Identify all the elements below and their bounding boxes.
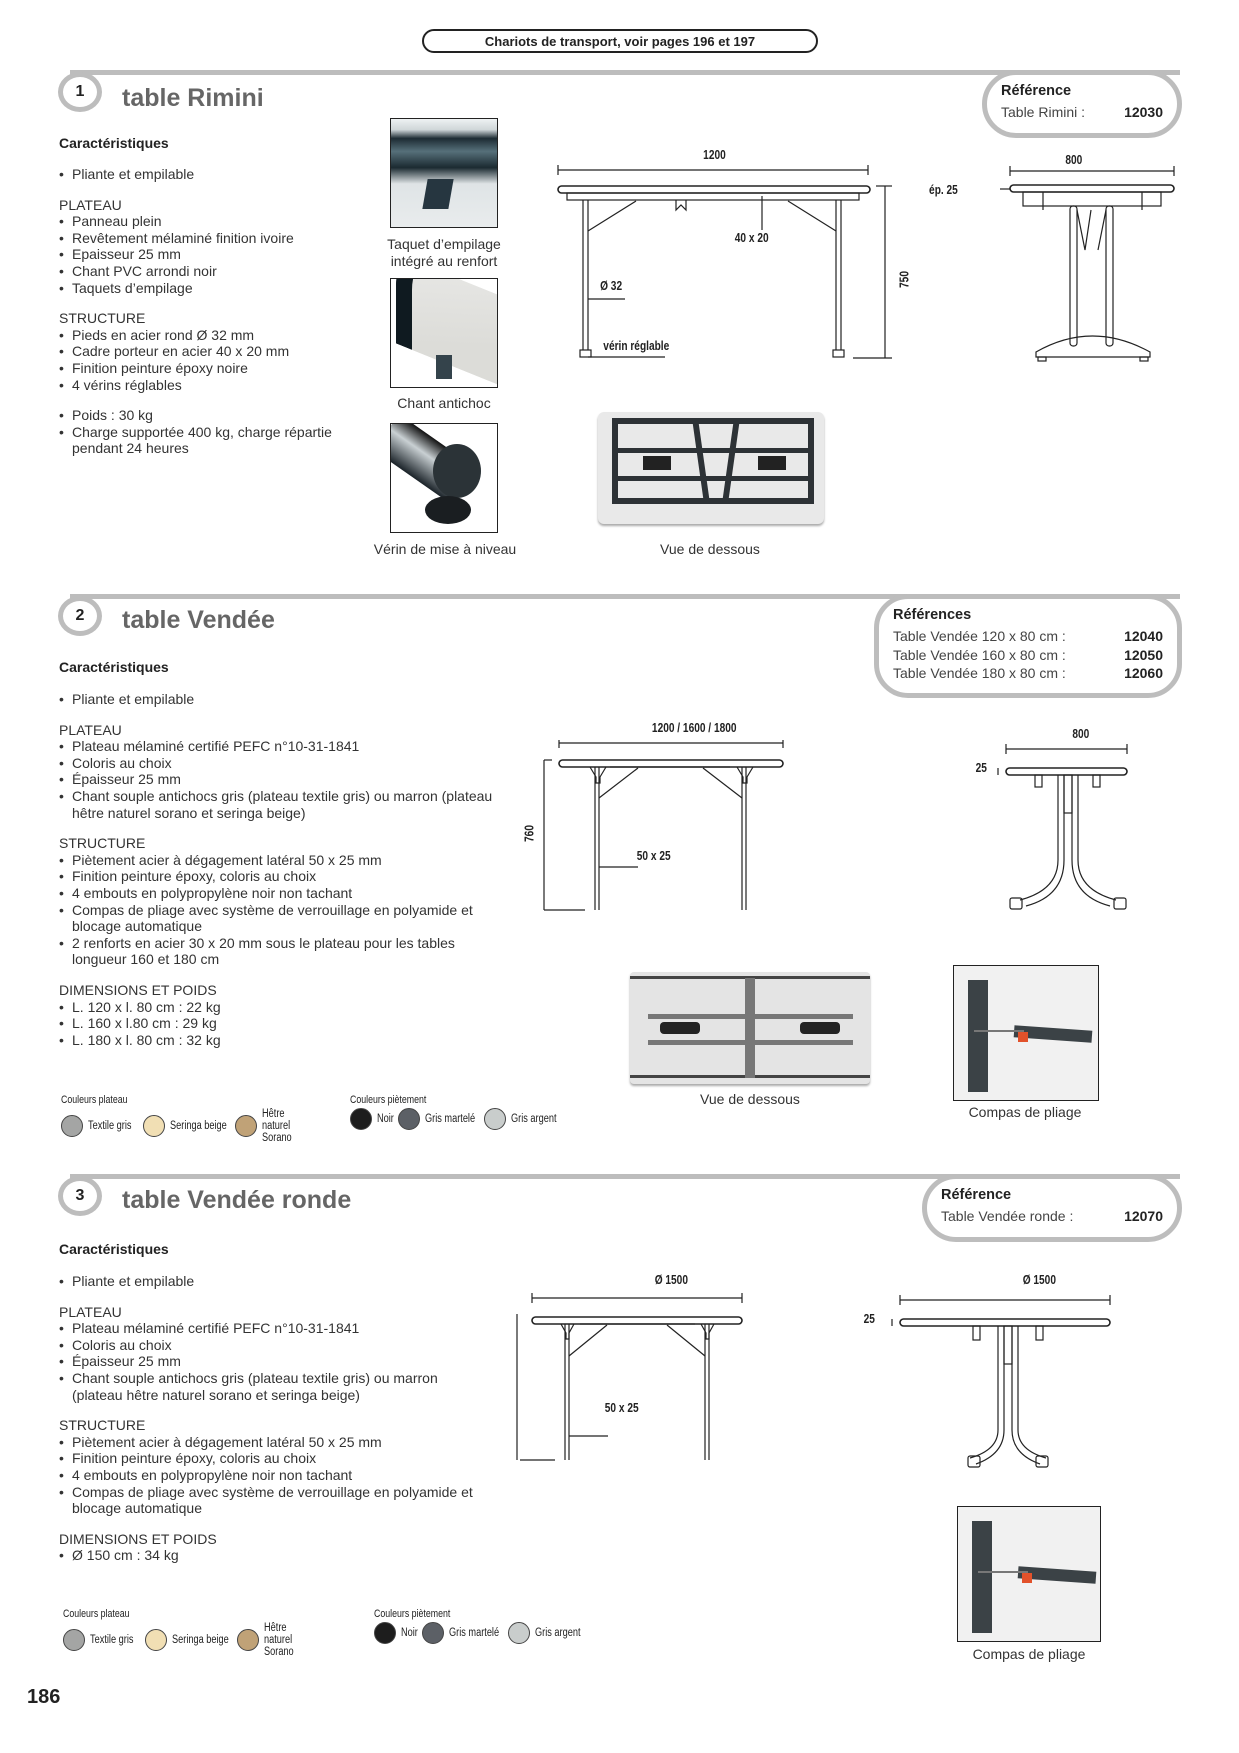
- spec-group-plateau: [59, 197, 349, 297]
- color-swatch-seringa-beige[interactable]: [145, 1629, 167, 1651]
- tabletop: [900, 1319, 1110, 1326]
- reference-code: 12030: [1124, 104, 1163, 120]
- ronde-front-diameter-label: Ø 1500: [654, 1272, 688, 1287]
- color-swatch-hetre-naturel-sorano[interactable]: [235, 1115, 257, 1137]
- stacking-tab-caption: Taquet d’empilage intégré au renfort: [387, 236, 501, 269]
- spec-item: • Compas de pliage avec système de verrouillage en polyamide et blocage automatique: [59, 902, 499, 935]
- swatch-label: Noir: [401, 1627, 418, 1639]
- swatch-label: Seringa beige: [170, 1120, 227, 1132]
- rimini-front-drawing: [540, 140, 910, 380]
- color-swatch-hetre-naturel-sorano[interactable]: [237, 1629, 259, 1651]
- page-number: 186: [27, 1686, 61, 1708]
- section-3-pietement-colors: [374, 1608, 585, 1644]
- section-1-caracteristiques-heading: Caractéristiques: [59, 135, 169, 151]
- reference-label: Table Rimini :: [1001, 104, 1086, 120]
- rimini-foot-label: vérin réglable: [603, 338, 670, 353]
- swatch-label: Gris argent: [535, 1627, 581, 1639]
- reference-label: Table Vendée 180 x 80 cm :: [893, 665, 1066, 681]
- reference-row: [893, 646, 1163, 665]
- swatch-label: Gris martelé: [449, 1627, 500, 1639]
- spec-item: • Finition peinture époxy, coloris au choix: [59, 868, 499, 885]
- spec-item: • Chant PVC arrondi noir: [59, 263, 349, 280]
- spec-group-plateau: [59, 722, 499, 822]
- reference-label: Table Vendée ronde :: [941, 1208, 1074, 1224]
- spec-item: • L. 180 x l. 80 cm : 32 kg: [59, 1032, 499, 1049]
- reference-code: 12050: [1124, 646, 1163, 663]
- vendee-thickness-label: 25: [975, 760, 987, 775]
- tabletop: [532, 1317, 742, 1324]
- swatch-label: Textile gris: [88, 1120, 132, 1132]
- reference-heading: Référence: [1001, 83, 1072, 99]
- spec-group-title: STRUCTURE: [59, 1417, 146, 1434]
- vendee-width-label: 800: [1072, 726, 1090, 741]
- section-1-reference-box: [982, 70, 1182, 138]
- tabletop: [558, 186, 870, 193]
- ronde-height-line: [515, 1310, 527, 1470]
- section-1-title: table Rimini: [122, 84, 264, 112]
- spec-item: • Compas de pliage avec système de verrouillage en polyamide et blocage automatique: [59, 1484, 479, 1517]
- swatch-label: Noir: [377, 1113, 394, 1125]
- rimini-length-label: 1200: [703, 147, 726, 162]
- leveling-foot-caption: Vérin de mise à niveau: [373, 541, 517, 557]
- reference-row: [941, 1207, 1163, 1226]
- ronde-thickness-label: 25: [863, 1311, 875, 1326]
- spec-intro: • Pliante et empilable: [59, 166, 349, 183]
- reference-code: 12070: [1124, 1208, 1163, 1224]
- spec-group-dimensions: [59, 1531, 479, 1564]
- spec-item: • Panneau plein: [59, 213, 349, 230]
- spec-group-dimensions: [59, 982, 499, 1048]
- vendee-folding-brace-photo: [953, 965, 1099, 1101]
- rimini-underside-photo: [598, 412, 824, 524]
- swatch-label: Hêtre naturel Sorano: [262, 1108, 292, 1144]
- spec-item: • Taquets d’empilage: [59, 280, 349, 297]
- vendee-height-label: 760: [521, 825, 537, 842]
- tabletop: [1006, 768, 1127, 775]
- spec-item: • Epaisseur 25 mm: [59, 246, 349, 263]
- section-2-pietement-colors: [350, 1094, 561, 1130]
- spec-group-structure: [59, 1417, 479, 1517]
- tabletop: [1010, 185, 1174, 192]
- ronde-folding-brace-photo: [957, 1506, 1101, 1642]
- spec-item: • Finition peinture époxy, coloris au choix: [59, 1450, 479, 1467]
- section-2-reference-box: [874, 594, 1182, 698]
- spec-item: • 4 embouts en polypropylène noir non tachant: [59, 1467, 479, 1484]
- spec-item: • Piètement acier à dégagement latéral 50 x 25 mm: [59, 1434, 479, 1451]
- rimini-profile-label: 40 x 20: [734, 230, 769, 245]
- spec-intro: • Pliante et empilable: [59, 691, 499, 708]
- pietement-colors-title: Couleurs piètement: [350, 1094, 427, 1106]
- section-1-number: 1: [58, 72, 102, 112]
- spec-item: • Épaisseur 25 mm: [59, 1353, 479, 1370]
- spec-group-title: DIMENSIONS ET POIDS: [59, 1530, 217, 1547]
- section-2-caracteristiques-heading: Caractéristiques: [59, 659, 169, 675]
- spec-item: • Coloris au choix: [59, 1337, 479, 1354]
- spec-group-title: STRUCTURE: [59, 835, 146, 852]
- spec-item: • Poids : 30 kg: [59, 407, 349, 424]
- spec-item: • Plateau mélaminé certifié PEFC n°10-31-1841: [59, 738, 499, 755]
- plateau-colors-title: Couleurs plateau: [63, 1608, 130, 1620]
- spec-group-weight: [59, 407, 349, 457]
- vendee-underside-photo: [630, 972, 870, 1084]
- section-3-number: 3: [58, 1176, 102, 1216]
- section-2-title: table Vendée: [122, 606, 275, 634]
- color-swatch-textile-gris[interactable]: [63, 1629, 85, 1651]
- vendee-underside-caption: Vue de dessous: [700, 1091, 800, 1107]
- vendee-side-drawing: [990, 740, 1200, 920]
- color-swatch-gris-argent[interactable]: [508, 1622, 530, 1644]
- spec-group-title: PLATEAU: [59, 196, 122, 213]
- reference-heading: Référence: [941, 1187, 1012, 1203]
- section-2-plateau-colors: [61, 1094, 316, 1144]
- ronde-side-drawing: [870, 1290, 1200, 1470]
- swatch-label: Gris martelé: [425, 1113, 476, 1125]
- section-3-caracteristiques-heading: Caractéristiques: [59, 1241, 169, 1257]
- rimini-height-label: 750: [896, 271, 912, 288]
- vendee-front-drawing: [530, 740, 880, 920]
- spec-item: • L. 120 x l. 80 cm : 22 kg: [59, 999, 499, 1016]
- vendee-profile-label: 50 x 25: [636, 848, 671, 863]
- transport-carts-banner: Chariots de transport, voir pages 196 et 197: [422, 29, 818, 53]
- color-swatch-gris-argent[interactable]: [484, 1108, 506, 1130]
- color-swatch-noir[interactable]: [374, 1622, 396, 1644]
- spec-item: • Revêtement mélaminé finition ivoire: [59, 230, 349, 247]
- spec-item: • L. 160 x l.80 cm : 29 kg: [59, 1015, 499, 1032]
- color-swatch-seringa-beige[interactable]: [143, 1115, 165, 1137]
- spec-item: • Ø 150 cm : 34 kg: [59, 1547, 479, 1564]
- spec-item: • Cadre porteur en acier 40 x 20 mm: [59, 343, 349, 360]
- color-swatch-textile-gris[interactable]: [61, 1115, 83, 1137]
- spec-group-structure: [59, 835, 499, 968]
- swatch-label: Hêtre naturel Sorano: [264, 1622, 294, 1658]
- reference-heading: Références: [893, 607, 972, 623]
- pietement-colors-title: Couleurs piètement: [374, 1608, 451, 1620]
- plateau-colors-title: Couleurs plateau: [61, 1094, 128, 1106]
- leveling-foot-photo: [390, 423, 498, 533]
- rimini-side-drawing: [960, 150, 1200, 370]
- reference-label: Table Vendée 120 x 80 cm :: [893, 628, 1066, 644]
- spec-item: • Piètement acier à dégagement latéral 50 x 25 mm: [59, 852, 499, 869]
- swatch-label: Textile gris: [90, 1634, 134, 1646]
- rimini-width-label: 800: [1065, 152, 1083, 167]
- reference-row: [893, 627, 1163, 646]
- reference-code: 12040: [1124, 628, 1163, 644]
- antishock-edge-photo: [390, 278, 498, 388]
- spec-item: • 4 embouts en polypropylène noir non tachant: [59, 885, 499, 902]
- ronde-profile-label: 50 x 25: [604, 1400, 639, 1415]
- spec-item: • Plateau mélaminé certifié PEFC n°10-31-1841: [59, 1320, 479, 1337]
- ronde-folding-brace-caption: Compas de pliage: [972, 1646, 1086, 1662]
- spec-item: • Charge supportée 400 kg, charge répartie pendant 24 heures: [59, 424, 349, 457]
- section-3-reference-box: [922, 1174, 1182, 1242]
- reference-code: 12060: [1124, 665, 1163, 681]
- spec-item: • Épaisseur 25 mm: [59, 771, 499, 788]
- color-swatch-gris-martele[interactable]: [422, 1622, 444, 1644]
- spec-item: • Pieds en acier rond Ø 32 mm: [59, 327, 349, 344]
- section-1-specs: [59, 166, 349, 457]
- reference-row: [1001, 103, 1163, 122]
- tabletop: [559, 760, 783, 767]
- spec-group-plateau: [59, 1304, 479, 1404]
- spec-group-title: PLATEAU: [59, 1303, 122, 1320]
- vendee-folding-brace-caption: Compas de pliage: [968, 1104, 1082, 1120]
- color-swatch-gris-martele[interactable]: [398, 1108, 420, 1130]
- spec-item: • Chant souple antichocs gris (plateau textile gris) ou marron (plateau hêtre naturel sorano et seringa beige): [59, 1370, 479, 1403]
- section-2-specs: [59, 691, 499, 1048]
- section-3-specs: [59, 1273, 479, 1564]
- rimini-thickness-label: ép. 25: [929, 182, 958, 197]
- spec-item: • 2 renforts en acier 30 x 20 mm sous le plateau pour les tables longueur 160 et 180 cm: [59, 935, 499, 968]
- ronde-front-drawing: [520, 1290, 840, 1470]
- reference-label: Table Vendée 160 x 80 cm :: [893, 646, 1066, 663]
- rimini-underside-caption: Vue de dessous: [660, 541, 760, 557]
- section-3-title: table Vendée ronde: [122, 1186, 352, 1214]
- rimini-leg-label: Ø 32: [600, 278, 623, 293]
- spec-item: • 4 vérins réglables: [59, 377, 349, 394]
- section-2-number: 2: [58, 596, 102, 636]
- ronde-side-diameter-label: Ø 1500: [1022, 1272, 1056, 1287]
- reference-row: [893, 664, 1163, 683]
- spec-group-title: PLATEAU: [59, 721, 122, 738]
- antishock-edge-caption: Chant antichoc: [397, 395, 491, 411]
- swatch-label: Gris argent: [511, 1113, 557, 1125]
- section-3-plateau-colors: [63, 1608, 318, 1658]
- spec-item: • Coloris au choix: [59, 755, 499, 772]
- spec-group-structure: [59, 310, 349, 393]
- spec-intro: • Pliante et empilable: [59, 1273, 479, 1290]
- spec-item: • Finition peinture époxy noire: [59, 360, 349, 377]
- vendee-length-label: 1200 / 1600 / 1800: [651, 720, 737, 735]
- swatch-label: Seringa beige: [172, 1634, 229, 1646]
- spec-group-title: DIMENSIONS ET POIDS: [59, 981, 217, 998]
- spec-group-title: STRUCTURE: [59, 310, 146, 327]
- spec-item: • Chant souple antichocs gris (plateau textile gris) ou marron (plateau hêtre naturel sorano et seringa beige): [59, 788, 499, 821]
- stacking-tab-photo: [390, 118, 498, 228]
- color-swatch-noir[interactable]: [350, 1108, 372, 1130]
